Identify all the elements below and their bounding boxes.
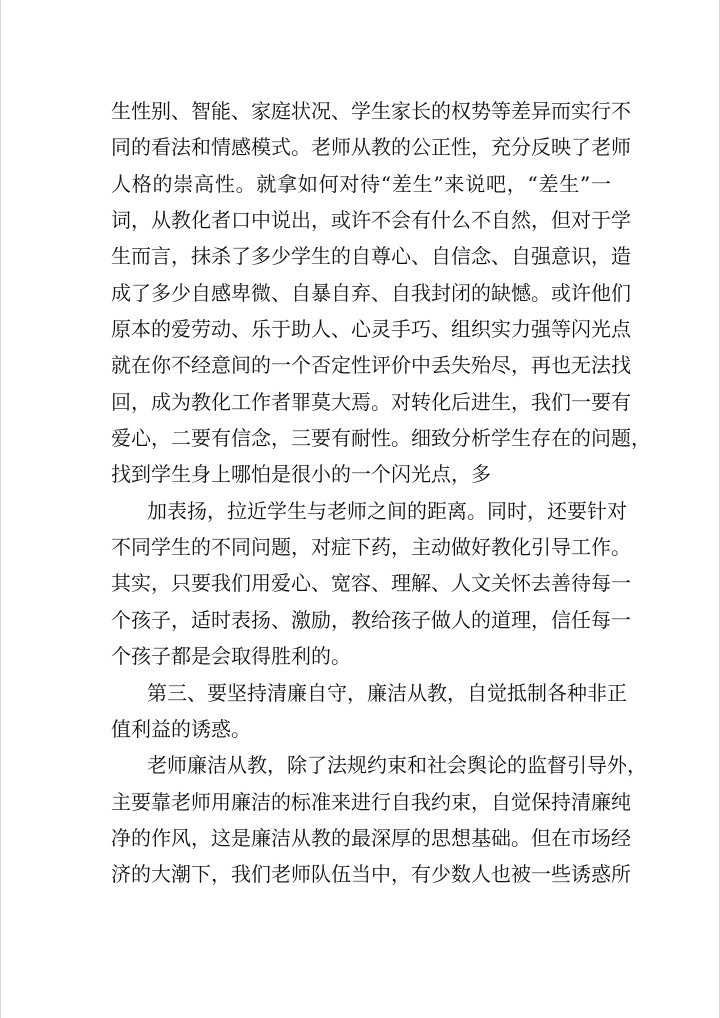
text-line: 找到学生身上哪怕是很小的一个闪光点，多 (111, 462, 491, 487)
text-line: 主要靠老师用廉洁的标准来进行自我约束，自觉保持清廉纯 (111, 789, 631, 814)
text-line: 个孩子都是会取得胜利的。 (111, 644, 351, 669)
text-line: 生性别、智能、家庭状况、学生家长的权势等差异而实行不 (111, 99, 631, 123)
text-line: 爱心，二要有信念，三要有耐性。细致分析学生存在的问题， (111, 426, 651, 451)
text-line: 个孩子，适时表扬、激励，教给孩子做人的道理，信任每一 (111, 607, 631, 632)
text-line: 成了多少自感卑微、自暴自弃、自我封闭的缺憾。或许他们 (111, 280, 631, 305)
text-line: 济的大潮下，我们老师队伍当中，有少数人也被一些诱惑所 (111, 862, 631, 887)
text-line: 生而言，抹杀了多少学生的自尊心、自信念、自强意识，造 (111, 244, 631, 269)
section-heading: 值利益的诱惑。 (111, 716, 251, 741)
text-line: 原本的爱劳动、乐于助人、心灵手巧、组织实力强等闪光点 (111, 317, 631, 342)
body-text (111, 93, 651, 893)
text-line: 同的看法和情感模式。老师从教的公正性，充分反映了老师 (111, 135, 631, 160)
text-line: 加表扬，拉近学生与老师之间的距离。同时，还要针对 (147, 498, 627, 523)
text-line: 词，从教化者口中说出，或许不会有什么不自然，但对于学 (111, 208, 631, 233)
section-heading: 第三、要坚持清廉自守，廉洁从教，自觉抵制各种非正 (147, 680, 627, 705)
text-line: 净的作风，这是廉洁从教的最深厚的思想基础。但在市场经 (111, 825, 631, 850)
text-line: 老师廉洁从教，除了法规约束和社会舆论的监督引导外， (147, 753, 647, 778)
text-line: 就在你不经意间的一个否定性评价中丢失殆尽，再也无法找 (111, 353, 631, 378)
text-line: 其实，只要我们用爱心、宽容、理解、人文关怀去善待每一 (111, 571, 631, 596)
text-line: 人格的崇高性。就拿如何对待“差生”来说吧，“差生”一 (111, 171, 611, 196)
text-line: 回，成为教化工作者罪莫大焉。对转化后进生，我们一要有 (111, 389, 631, 414)
text-line: 不同学生的不同问题，对症下药，主动做好教化引导工作。 (111, 535, 631, 560)
